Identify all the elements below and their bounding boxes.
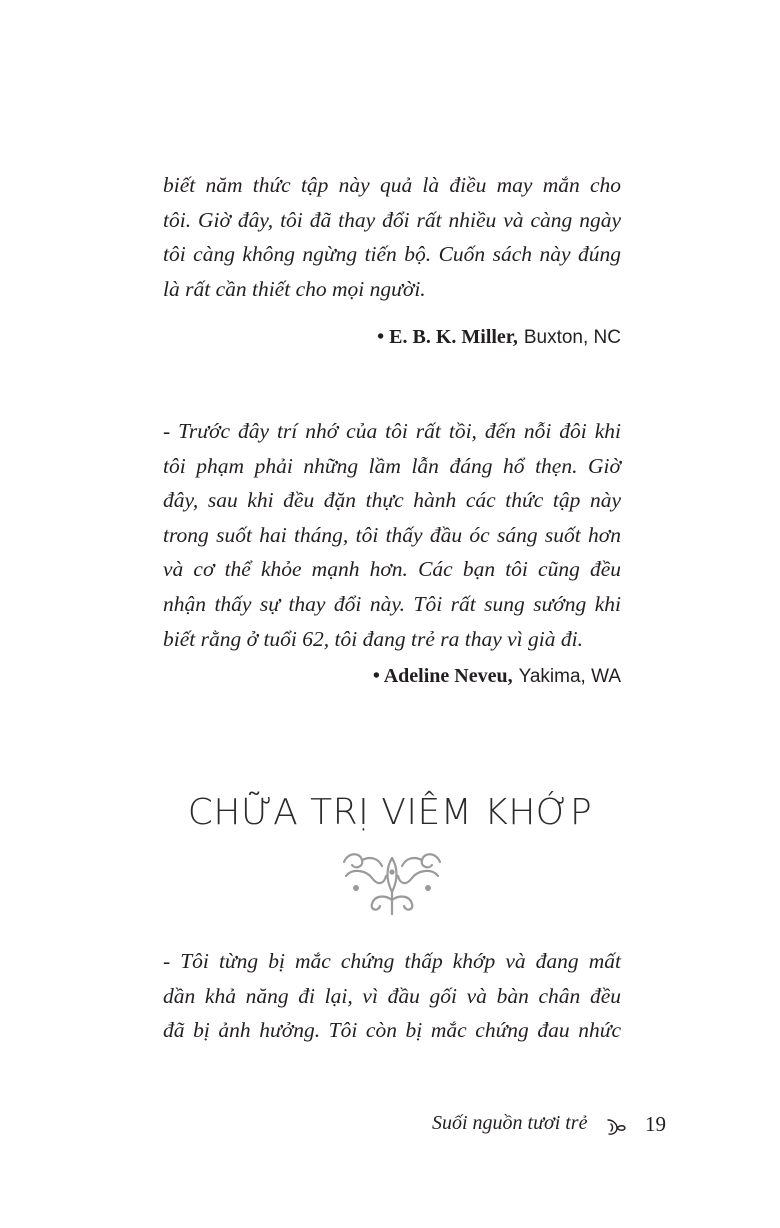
text-line: biết năm thức tập này quả là điều may mắn cho [163,173,621,197]
floral-ornament-icon [338,848,446,918]
text-line: đã bị ảnh hưởng. Tôi còn bị mắc chứng đau nhức [163,1018,621,1043]
leaf-flourish-icon [605,1116,627,1138]
testimonial-2-attribution [373,665,621,688]
testimonial-3 [163,944,621,1048]
text-line: tôi. Giờ đây, tôi đã thay đổi rất nhiều và càng ngày [163,207,621,232]
text-line: và cơ thể khỏe mạnh hơn. Các bạn tôi cũng đều [163,557,621,582]
testimonial-2-text [163,414,621,656]
text-line: dần khả năng đi lại, vì đầu gối và bàn chân đều [163,983,621,1008]
author-location: Buxton, NC [523,327,621,348]
testimonial-1-text [163,168,621,306]
section-heading: CHỮA TRỊ VIÊM KHỚP [187,792,593,833]
text-line: tôi càng không ngừng tiến bộ. Cuốn sách này đúng [163,242,621,267]
testimonial-1-attribution [377,326,621,349]
author-name: • E. B. K. Miller, [377,326,518,348]
text-line: - Trước đây trí nhớ của tôi rất tồi, đến nỗi đôi khi [163,419,621,443]
testimonial-3-text [163,944,621,1048]
text-line: biết rằng ở tuổi 62, tôi đang trẻ ra thay vì già đi. [163,626,583,651]
testimonial-1 [163,168,621,306]
author-name: • Adeline Neveu, [372,665,513,687]
text-line: trong suốt hai tháng, tôi thấy đầu óc sáng suốt hơn [163,522,621,547]
running-footer-title: Suối nguồn tươi trẻ [432,1112,588,1134]
testimonial-2 [163,414,621,656]
text-line: nhận thấy sự thay đổi này. Tôi rất sung sướng khi [163,591,621,616]
text-line: - Tôi từng bị mắc chứng thấp khớp và đang mất [163,949,621,973]
text-line: là rất cần thiết cho mọi người. [163,276,426,301]
text-line: đây, sau khi đều đặn thực hành các thức tập này [163,488,621,513]
page-number: 19 [645,1112,666,1136]
author-location: Yakima, WA [518,666,621,687]
text-line: tôi phạm phải những lầm lẫn đáng hổ thẹn. Giờ [163,453,621,478]
